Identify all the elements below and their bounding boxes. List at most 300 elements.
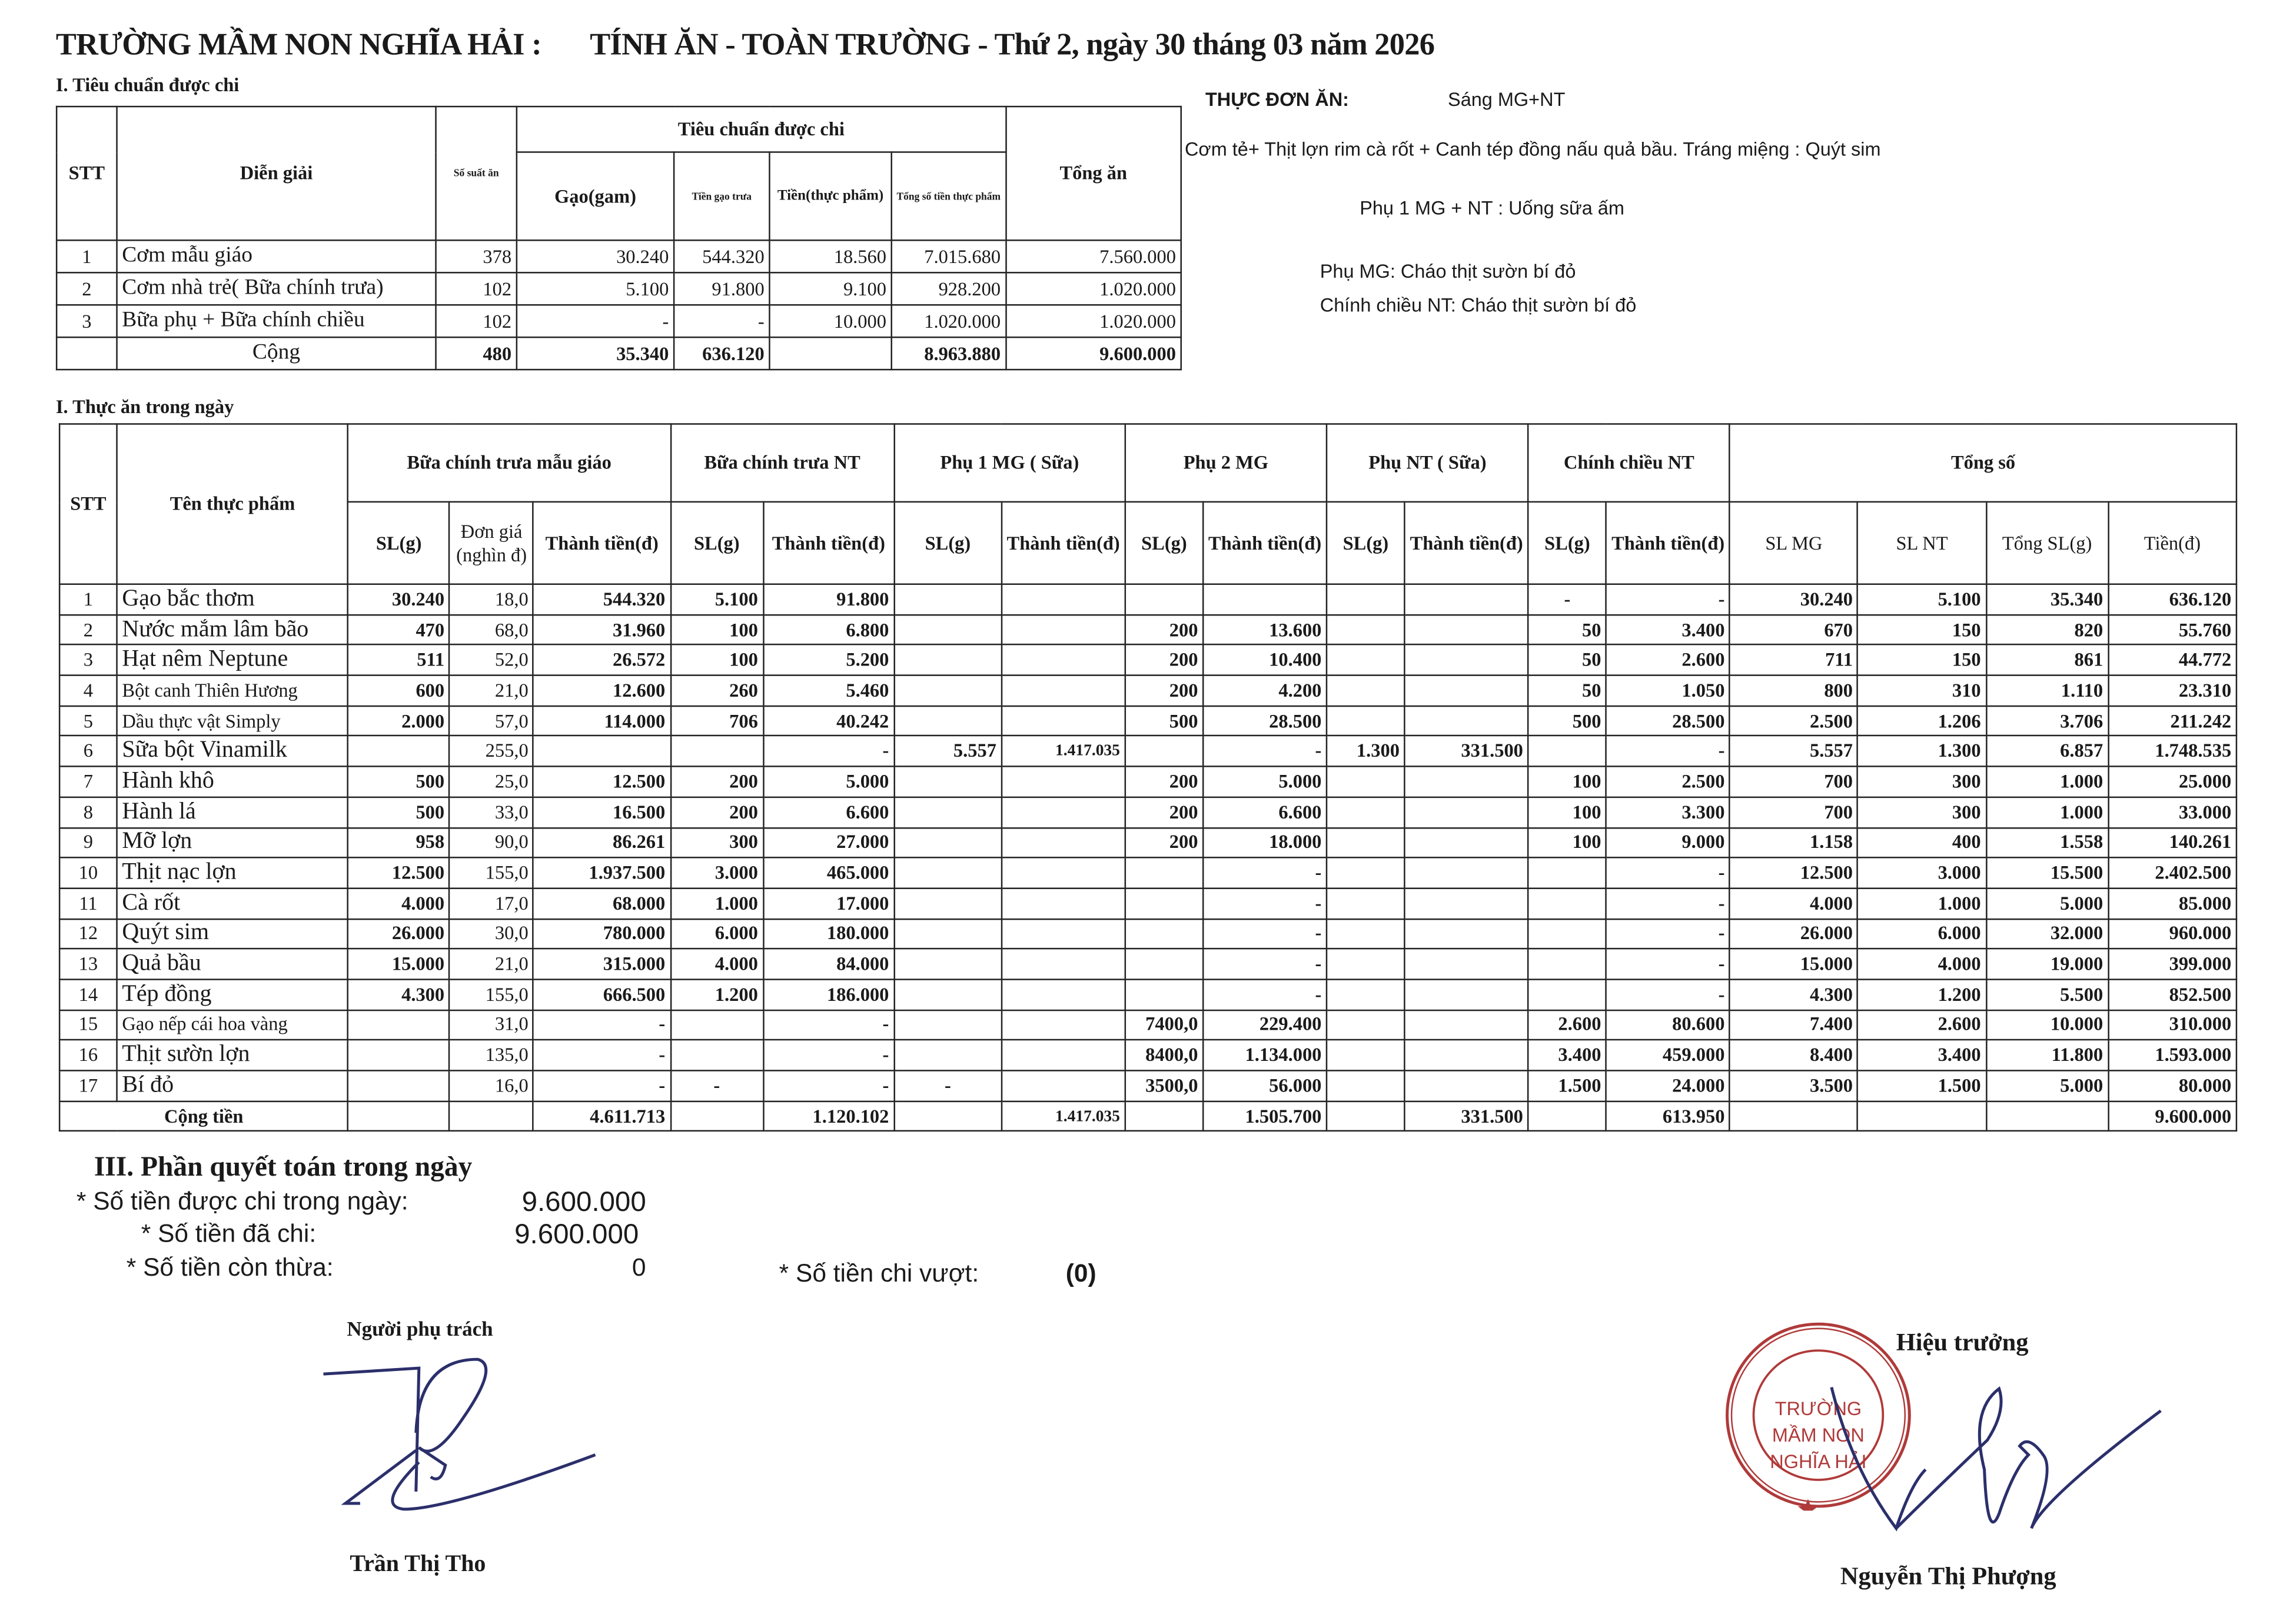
cell-tien: 2.402.500 — [2108, 858, 2236, 888]
col-gao: Gạo(gam) — [517, 152, 674, 240]
cell-empty — [1858, 1101, 1986, 1132]
group-mg: Bữa chính trưa mẫu giáo — [348, 424, 670, 502]
cell-p2-sl — [1125, 736, 1204, 767]
cell-cc-tt: 3.400 — [1606, 614, 1730, 645]
sub-cc-tt: Thành tiền(đ) — [1606, 502, 1730, 584]
cell-nt-tt: 84.000 — [763, 949, 895, 980]
cell-p1-tt — [1002, 614, 1125, 645]
cell-tong-sl: 11.800 — [1986, 1040, 2108, 1071]
sub-p2-sl: SL(g) — [1125, 502, 1204, 584]
sub-pn-tt: Thành tiền(đ) — [1405, 502, 1528, 584]
standard-table — [56, 106, 1182, 371]
cell-cc-tt: - — [1606, 919, 1730, 949]
cell-tien: 23.310 — [2108, 675, 2236, 706]
cell-pn-tt — [1405, 827, 1528, 858]
cell-dg: 31,0 — [450, 1010, 534, 1040]
cell-stt: 8 — [59, 797, 117, 827]
cell-stt: 10 — [59, 858, 117, 888]
cell-empty — [1125, 1101, 1204, 1132]
cell-stt: 2 — [59, 614, 117, 645]
total-row — [59, 1101, 2236, 1132]
report-title: TÍNH ĂN - TOÀN TRƯỜNG - Thứ 2, ngày 30 tháng 03 năm 2026 — [590, 26, 1435, 62]
total-tien-tp — [769, 337, 891, 370]
cell-cc-sl — [1528, 949, 1607, 980]
cell-dg: 30,0 — [450, 919, 534, 949]
cell-nt-tt: - — [763, 1040, 895, 1071]
cell-nt-tt: 40.242 — [763, 705, 895, 736]
cell-p2-sl — [1125, 979, 1204, 1010]
cell-dg: 90,0 — [450, 827, 534, 858]
cell-tien: 636.120 — [2108, 584, 2236, 615]
cell-mg-tt: 315.000 — [533, 949, 670, 980]
spent-label: * Số tiền đã chi: — [141, 1219, 317, 1248]
cell-p1-sl — [894, 584, 1002, 615]
cell-p1-tt — [1002, 705, 1125, 736]
remaining-value: 0 — [632, 1253, 646, 1282]
cell-tong-an: 7.560.000 — [1006, 240, 1181, 272]
over-label: * Số tiền chi vượt: — [779, 1259, 979, 1287]
sub-tien: Tiền(đ) — [2108, 502, 2236, 584]
cell-mg-tt: 780.000 — [533, 919, 670, 949]
cell-gao: - — [517, 305, 674, 337]
total-so-suat: 480 — [436, 337, 517, 370]
cell-food-name: Quýt sim — [117, 919, 348, 949]
sub-sl-nt: SL NT — [1858, 502, 1986, 584]
cell-mg-tt: 666.500 — [533, 979, 670, 1010]
cell-tien-tp: 18.560 — [769, 240, 891, 272]
cell-cc-sl — [1528, 858, 1607, 888]
cell-sl-mg: 15.000 — [1730, 949, 1858, 980]
cell-tong-sl: 1.000 — [1986, 797, 2108, 827]
cell-cc-sl — [1528, 919, 1607, 949]
cell-dg: 33,0 — [450, 797, 534, 827]
cell-stt: 2 — [57, 272, 117, 305]
cell-sl-mg: 700 — [1730, 767, 1858, 797]
cell-mg-sl: 4.000 — [348, 888, 450, 919]
table-row — [57, 305, 1181, 337]
col-tien-gao: Tiền gạo trưa — [674, 152, 769, 240]
cell-sl-mg: 3.500 — [1730, 1070, 1858, 1101]
cell-tong-tp: 928.200 — [892, 272, 1006, 305]
cell-food-name: Dầu thực vật Simply — [117, 705, 348, 736]
cell-tong-an: 1.020.000 — [1006, 305, 1181, 337]
cell-food-name: Sữa bột Vinamilk — [117, 736, 348, 767]
group-phu2: Phụ 2 MG — [1125, 424, 1327, 502]
cell-p1-tt — [1002, 797, 1125, 827]
cell-p1-tt — [1002, 949, 1125, 980]
section1-label: I. Tiêu chuẩn được chi — [55, 73, 240, 96]
cell-cc-sl: 50 — [1528, 675, 1607, 706]
cell-tien: 310.000 — [2108, 1010, 2236, 1040]
cell-mg-tt: 114.000 — [533, 705, 670, 736]
cell-cc-sl — [1528, 736, 1607, 767]
total-row — [57, 337, 1181, 370]
cell-sl-mg: 4.000 — [1730, 888, 1858, 919]
cell-nt-sl: 5.100 — [670, 584, 763, 615]
left-signature-icon — [316, 1345, 610, 1521]
total-cc-tt: 613.950 — [1606, 1101, 1730, 1132]
over-value: (0) — [1065, 1259, 1096, 1287]
cell-p1-sl — [894, 919, 1002, 949]
cell-tien: 44.772 — [2108, 645, 2236, 675]
cell-tong-sl: 15.500 — [1986, 858, 2108, 888]
cell-food-name: Tép đồng — [117, 979, 348, 1010]
cell-sl-nt: 1.000 — [1858, 888, 1986, 919]
cell-nt-tt: 6.800 — [763, 614, 895, 645]
menu-label: THỰC ĐƠN ĂN: — [1205, 88, 1349, 111]
cell-tong-tp: 1.020.000 — [892, 305, 1006, 337]
cell-pn-sl — [1327, 614, 1405, 645]
cell-pn-sl — [1327, 888, 1405, 919]
cell-p2-sl: 8400,0 — [1125, 1040, 1204, 1071]
school-name: TRƯỜNG MẦM NON NGHĨA HẢI : — [55, 26, 541, 62]
cell-sl-mg: 7.400 — [1730, 1010, 1858, 1040]
menu-phu1: Phụ 1 MG + NT : Uống sữa ấm — [1360, 197, 1624, 219]
cell-food-name: Gạo bắc thơm — [117, 584, 348, 615]
cell-cc-sl: - — [1528, 584, 1607, 615]
cell-sl-nt: 150 — [1858, 614, 1986, 645]
col-tong-an: Tổng ăn — [1006, 107, 1181, 240]
cell-pn-tt — [1405, 1010, 1528, 1040]
table-row — [59, 1010, 2236, 1040]
cell-cc-sl — [1528, 888, 1607, 919]
cell-nt-sl: 1.000 — [670, 888, 763, 919]
cell-nt-sl: 200 — [670, 797, 763, 827]
cell-tong-sl: 861 — [1986, 645, 2108, 675]
cell-sl-mg: 800 — [1730, 675, 1858, 706]
cell-pn-sl — [1327, 675, 1405, 706]
cell-mg-sl: 500 — [348, 767, 450, 797]
total-nt-tt: 1.120.102 — [763, 1101, 895, 1132]
cell-p2-tt — [1203, 584, 1327, 615]
cell-food-name: Cà rốt — [117, 888, 348, 919]
table-row — [59, 705, 2236, 736]
col-stt: STT — [57, 107, 117, 240]
cell-p2-sl: 200 — [1125, 767, 1204, 797]
cell-nt-tt: 5.200 — [763, 645, 895, 675]
cell-tong-sl: 32.000 — [1986, 919, 2108, 949]
cell-tien: 55.760 — [2108, 614, 2236, 645]
cell-nt-sl: 300 — [670, 827, 763, 858]
cell-mg-sl: 2.000 — [348, 705, 450, 736]
cell-sl-mg: 2.500 — [1730, 705, 1858, 736]
cell-sl-nt: 6.000 — [1858, 919, 1986, 949]
cell-pn-tt — [1405, 858, 1528, 888]
cell-p1-tt: 1.417.035 — [1002, 736, 1125, 767]
cell-p2-tt: 1.134.000 — [1203, 1040, 1327, 1071]
cell-cc-sl: 50 — [1528, 645, 1607, 675]
cell-mg-sl: 958 — [348, 827, 450, 858]
cell-tien: 211.242 — [2108, 705, 2236, 736]
cell-p2-tt: 229.400 — [1203, 1010, 1327, 1040]
cell-mg-sl: 470 — [348, 614, 450, 645]
cell-sl-mg: 5.557 — [1730, 736, 1858, 767]
menu-session: Sáng MG+NT — [1448, 88, 1566, 111]
remaining-label: * Số tiền còn thừa: — [126, 1253, 334, 1282]
cell-sl-mg: 12.500 — [1730, 858, 1858, 888]
cell-p1-sl — [894, 1040, 1002, 1071]
cell-tong-sl: 10.000 — [1986, 1010, 2108, 1040]
cell-empty — [57, 337, 117, 370]
cell-nt-sl: 260 — [670, 675, 763, 706]
cell-pn-sl — [1327, 858, 1405, 888]
cell-empty — [1327, 1101, 1405, 1132]
cell-stt: 9 — [59, 827, 117, 858]
cell-cc-sl: 2.600 — [1528, 1010, 1607, 1040]
cell-pn-tt: 331.500 — [1405, 736, 1528, 767]
cell-cc-sl: 100 — [1528, 797, 1607, 827]
cell-tong-sl: 1.110 — [1986, 675, 2108, 706]
cell-p2-sl — [1125, 888, 1204, 919]
cell-pn-tt — [1405, 767, 1528, 797]
table-row — [59, 1070, 2236, 1101]
right-signer-role: Hiệu trưởng — [1896, 1328, 2029, 1357]
cell-p1-sl — [894, 949, 1002, 980]
cell-tong-sl: 1.000 — [1986, 767, 2108, 797]
cell-cc-tt: - — [1606, 858, 1730, 888]
cell-p1-tt — [1002, 675, 1125, 706]
cell-p1-tt — [1002, 919, 1125, 949]
cell-nt-tt: - — [763, 736, 895, 767]
cell-pn-tt — [1405, 675, 1528, 706]
sub-tong-sl: Tổng SL(g) — [1986, 502, 2108, 584]
cell-nt-tt: 91.800 — [763, 584, 895, 615]
total-label: Cộng tiền — [59, 1101, 348, 1132]
cell-name: Cơm mẫu giáo — [117, 240, 436, 272]
cell-pn-sl: 1.300 — [1327, 736, 1405, 767]
cell-pn-tt — [1405, 614, 1528, 645]
cell-p1-tt — [1002, 979, 1125, 1010]
cell-mg-tt: - — [533, 1040, 670, 1071]
cell-name: Cơm nhà trẻ( Bữa chính trưa) — [117, 272, 436, 305]
cell-mg-sl: 15.000 — [348, 949, 450, 980]
cell-p1-sl: 5.557 — [894, 736, 1002, 767]
table-row — [59, 949, 2236, 980]
cell-tien: 85.000 — [2108, 888, 2236, 919]
right-signer-name: Nguyễn Thị Phượng — [1840, 1562, 2056, 1590]
cell-p2-sl: 200 — [1125, 675, 1204, 706]
cell-stt: 3 — [57, 305, 117, 337]
cell-p2-tt: - — [1203, 979, 1327, 1010]
cell-p1-sl: - — [894, 1070, 1002, 1101]
cell-tien: 33.000 — [2108, 797, 2236, 827]
cell-sl-nt: 1.500 — [1858, 1070, 1986, 1101]
total-gao: 35.340 — [517, 337, 674, 370]
cell-tien: 1.748.535 — [2108, 736, 2236, 767]
menu-chinh-chieu-nt: Chính chiều NT: Cháo thịt sườn bí đỏ — [1320, 294, 1637, 316]
cell-pn-sl — [1327, 705, 1405, 736]
cell-sl-mg: 711 — [1730, 645, 1858, 675]
cell-sl-nt: 400 — [1858, 827, 1986, 858]
cell-cc-tt: 459.000 — [1606, 1040, 1730, 1071]
cell-p1-sl — [894, 1010, 1002, 1040]
cell-p2-sl — [1125, 919, 1204, 949]
cell-p1-tt — [1002, 888, 1125, 919]
table-row — [59, 645, 2236, 675]
cell-so-suat: 102 — [436, 305, 517, 337]
cell-stt: 13 — [59, 949, 117, 980]
sub-mg-tt: Thành tiền(đ) — [533, 502, 670, 584]
cell-dg: 52,0 — [450, 645, 534, 675]
right-signature-icon — [1823, 1382, 2205, 1543]
cell-pn-tt — [1405, 888, 1528, 919]
sub-nt-tt: Thành tiền(đ) — [763, 502, 895, 584]
cell-nt-sl: 100 — [670, 614, 763, 645]
cell-nt-tt: 6.600 — [763, 797, 895, 827]
cell-tong-sl: 820 — [1986, 614, 2108, 645]
cell-p2-sl — [1125, 949, 1204, 980]
cell-food-name: Quả bầu — [117, 949, 348, 980]
cell-stt: 14 — [59, 979, 117, 1010]
table-row — [57, 272, 1181, 305]
cell-cc-tt: 3.300 — [1606, 797, 1730, 827]
cell-p1-tt — [1002, 1010, 1125, 1040]
cell-p1-tt — [1002, 584, 1125, 615]
cell-tien: 80.000 — [2108, 1070, 2236, 1101]
cell-cc-tt: - — [1606, 949, 1730, 980]
cell-mg-tt: 31.960 — [533, 614, 670, 645]
cell-mg-sl — [348, 1040, 450, 1071]
cell-sl-mg: 30.240 — [1730, 584, 1858, 615]
cell-cc-sl: 500 — [1528, 705, 1607, 736]
cell-stt: 12 — [59, 919, 117, 949]
cell-pn-tt — [1405, 1040, 1528, 1071]
cell-mg-tt: 68.000 — [533, 888, 670, 919]
cell-cc-tt: 1.050 — [1606, 675, 1730, 706]
cell-mg-sl: 30.240 — [348, 584, 450, 615]
col-stt: STT — [59, 424, 117, 584]
total-p2-tt: 1.505.700 — [1203, 1101, 1327, 1132]
left-signer-role: Người phụ trách — [347, 1319, 493, 1342]
cell-sl-nt: 3.000 — [1858, 858, 1986, 888]
cell-cc-tt: 24.000 — [1606, 1070, 1730, 1101]
col-ten: Tên thực phẩm — [117, 424, 348, 584]
cell-p2-tt: 13.600 — [1203, 614, 1327, 645]
cell-food-name: Bột canh Thiên Hương — [117, 675, 348, 706]
cell-nt-sl — [670, 1010, 763, 1040]
cell-p2-tt: - — [1203, 888, 1327, 919]
cell-cc-tt: - — [1606, 584, 1730, 615]
cell-p1-tt — [1002, 645, 1125, 675]
cell-p2-sl: 200 — [1125, 645, 1204, 675]
cell-p2-sl: 200 — [1125, 797, 1204, 827]
cell-p1-tt — [1002, 767, 1125, 797]
sub-p1-sl: SL(g) — [894, 502, 1002, 584]
table-row — [59, 736, 2236, 767]
cell-p2-sl: 500 — [1125, 705, 1204, 736]
cell-nt-sl: 200 — [670, 767, 763, 797]
cell-cc-tt: - — [1606, 736, 1730, 767]
cell-sl-mg: 26.000 — [1730, 919, 1858, 949]
cell-mg-tt — [533, 736, 670, 767]
cell-sl-mg: 700 — [1730, 797, 1858, 827]
cell-p1-sl — [894, 675, 1002, 706]
cell-mg-sl — [348, 736, 450, 767]
cell-nt-sl — [670, 736, 763, 767]
cell-food-name: Bí đỏ — [117, 1070, 348, 1101]
cell-tien: 1.593.000 — [2108, 1040, 2236, 1071]
cell-pn-tt — [1405, 919, 1528, 949]
group-tong: Tổng số — [1730, 424, 2236, 502]
cell-pn-sl — [1327, 767, 1405, 797]
cell-p2-sl: 3500,0 — [1125, 1070, 1204, 1101]
cell-dg: 18,0 — [450, 584, 534, 615]
cell-dg: 155,0 — [450, 858, 534, 888]
cell-dg: 68,0 — [450, 614, 534, 645]
cell-tien-gao: 91.800 — [674, 272, 769, 305]
sub-don-gia: Đơn giá (nghìn đ) — [450, 502, 534, 584]
cell-food-name: Hạt nêm Neptune — [117, 645, 348, 675]
cell-stt: 6 — [59, 736, 117, 767]
cell-so-suat: 378 — [436, 240, 517, 272]
cell-p2-sl: 200 — [1125, 827, 1204, 858]
cell-tong-an: 1.020.000 — [1006, 272, 1181, 305]
cell-p1-sl — [894, 767, 1002, 797]
cell-nt-sl: 4.000 — [670, 949, 763, 980]
stamp-line-2: MẦM NON — [1772, 1424, 1865, 1446]
cell-mg-sl: 12.500 — [348, 858, 450, 888]
cell-tong-sl: 35.340 — [1986, 584, 2108, 615]
menu-lunch: Cơm tẻ+ Thịt lợn rim cà rốt + Canh tép đồng nấu quả bầu. Tráng miệng : Quýt sim — [1184, 138, 1881, 161]
cell-mg-sl — [348, 1010, 450, 1040]
cell-p2-tt: 56.000 — [1203, 1070, 1327, 1101]
cell-pn-tt — [1405, 1070, 1528, 1101]
cell-p2-sl — [1125, 858, 1204, 888]
cell-mg-tt: 86.261 — [533, 827, 670, 858]
cell-p1-sl — [894, 827, 1002, 858]
cell-so-suat: 102 — [436, 272, 517, 305]
cell-cc-tt: - — [1606, 888, 1730, 919]
total-p1-tt: 1.417.035 — [1002, 1101, 1125, 1132]
cell-sl-mg: 1.158 — [1730, 827, 1858, 858]
cell-mg-tt: 12.500 — [533, 767, 670, 797]
cell-pn-sl — [1327, 645, 1405, 675]
table-row — [59, 675, 2236, 706]
cell-dg: 21,0 — [450, 675, 534, 706]
cell-tien: 960.000 — [2108, 919, 2236, 949]
cell-pn-sl — [1327, 919, 1405, 949]
cell-empty — [348, 1101, 450, 1132]
cell-dg: 25,0 — [450, 767, 534, 797]
cell-dg: 17,0 — [450, 888, 534, 919]
cell-pn-sl — [1327, 827, 1405, 858]
cell-mg-sl: 600 — [348, 675, 450, 706]
cell-cc-tt: 2.500 — [1606, 767, 1730, 797]
table-row — [59, 767, 2236, 797]
cell-pn-sl — [1327, 584, 1405, 615]
cell-mg-sl — [348, 1070, 450, 1101]
sub-pn-sl: SL(g) — [1327, 502, 1405, 584]
cell-p2-tt: 5.000 — [1203, 767, 1327, 797]
cell-tong-sl: 19.000 — [1986, 949, 2108, 980]
allowed-label: * Số tiền được chi trong ngày: — [76, 1187, 408, 1216]
cell-tien: 399.000 — [2108, 949, 2236, 980]
total-label: Cộng — [117, 337, 436, 370]
cell-p1-sl — [894, 979, 1002, 1010]
cell-p2-tt: - — [1203, 736, 1327, 767]
cell-p1-sl — [894, 797, 1002, 827]
group-chieu: Chính chiều NT — [1528, 424, 1730, 502]
cell-p2-tt: 10.400 — [1203, 645, 1327, 675]
cell-p1-sl — [894, 645, 1002, 675]
cell-cc-sl: 1.500 — [1528, 1070, 1607, 1101]
cell-nt-tt: 465.000 — [763, 858, 895, 888]
section2-label: I. Thực ăn trong ngày — [55, 395, 234, 418]
cell-tong-tp: 7.015.680 — [892, 240, 1006, 272]
cell-nt-sl — [670, 1040, 763, 1071]
table-row — [59, 797, 2236, 827]
cell-gao: 30.240 — [517, 240, 674, 272]
